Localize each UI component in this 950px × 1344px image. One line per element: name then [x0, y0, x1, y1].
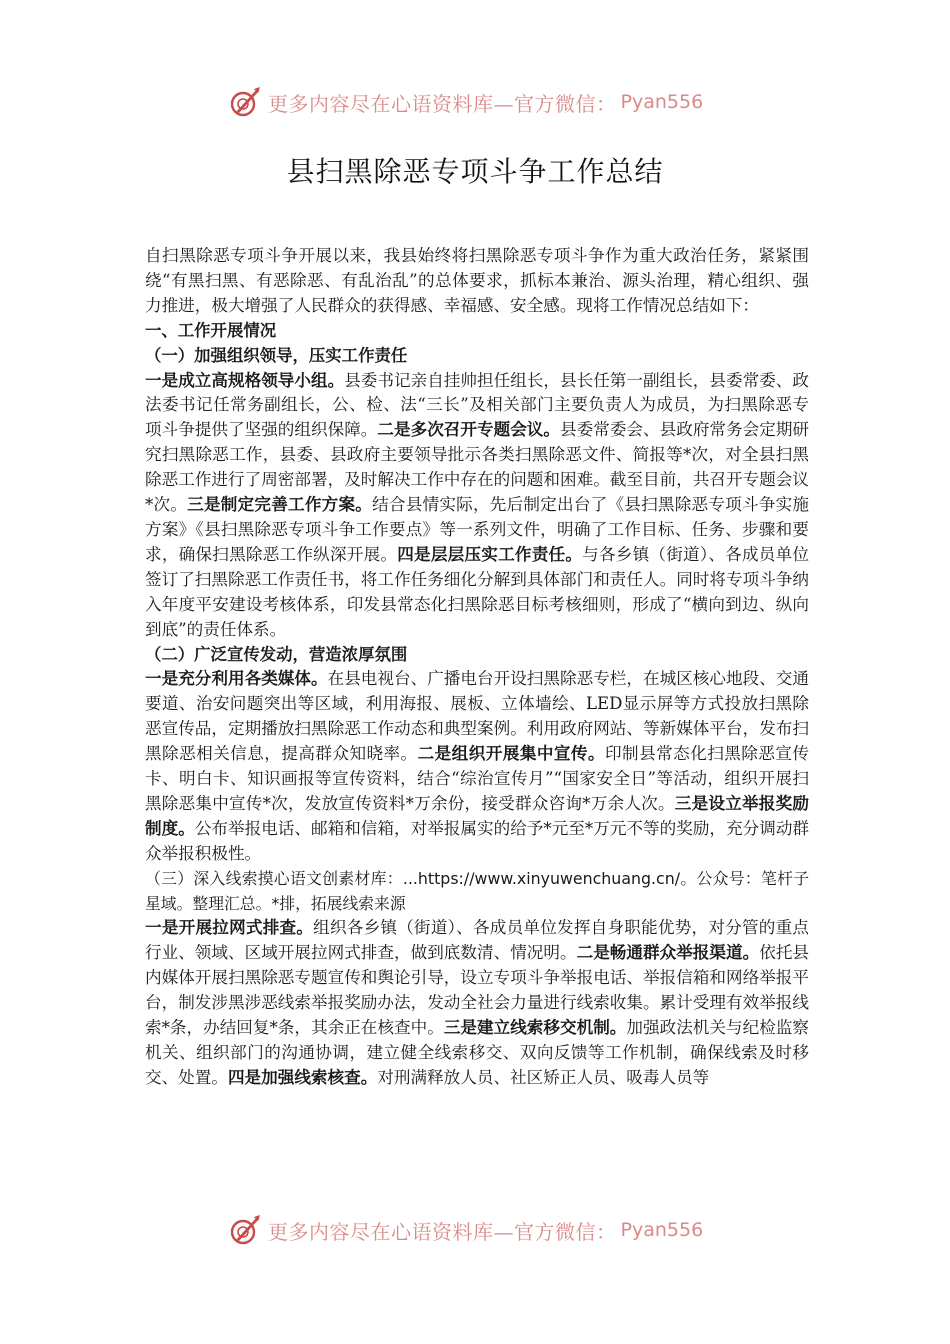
point-text: 县委书记亲自挂帅担任组长，县长任第一副组长，县委常委、政法委书记任常务副组长，公、检、法“三长”及相关部门主要负责人为成员，为扫黑除恶专项斗争提供了坚强的组织保障。 — [145, 370, 809, 440]
subsection-1-paragraph — [145, 369, 809, 643]
point-text: 与各乡镇（街道）、各成员单位签订了扫黑除恶工作责任书，将工作任务细化分解到具体部门和责任人。同时将专项斗争纳入年度平安建设考核体系，印发县常态化扫黑除恶目标考核细则，形成了“横向到边、纵向到底”的责任体系。 — [145, 544, 810, 639]
banner-text: 更多内容尽在心语资料库—官方微信： — [268, 91, 617, 116]
section-heading: 一、工作开展情况 — [145, 320, 277, 340]
intro-paragraph: 自扫黑除恶专项斗争开展以来，我县始终将扫黑除恶专项斗争作为重大政治任务，紧紧围绕“有黑扫黑、有恶除恶、有乱治乱”的总体要求，抓标本兼治、源头治理，精心组织、强力推进，极大增强了人民群众的获得感、幸福感、安全感。现将工作情况总结如下： — [145, 246, 809, 315]
footer-banner — [228, 1210, 748, 1250]
point-text: 依托县内媒体开展扫黑除恶专题宣传和舆论引导，设立专项斗争举报电话、举报信箱和网络举报平台，制发涉黑涉恶线索举报奖励办法，发动全社会力量进行线索收集。累计受理有效举报线索*条，办结回复*条，其余正在核查中。 — [145, 943, 810, 1038]
point-lead: 二是畅通群众举报渠道。 — [576, 943, 760, 963]
point-text: 加强政法机关与纪检监察机关、组织部门的沟通协调，建立健全线索移交、双向反馈等工作机制，确保线索及时移交、处置。 — [145, 1018, 810, 1087]
point-lead: 一是充分利用各类媒体。 — [145, 669, 328, 689]
subsection-heading-1: （一）加强组织领导，压实工作责任 — [145, 345, 408, 365]
point-lead: 四是加强线索核查。 — [227, 1067, 378, 1087]
page-title: 县扫黑除恶专项斗争工作总结 — [286, 155, 664, 188]
point-lead: 四是层层压实工作责任。 — [397, 544, 583, 564]
subsection-2-paragraph — [145, 667, 809, 866]
point-text: 印制县常态化扫黑除恶宣传卡、明白卡、知识画报等宣传资料，结合“综治宣传月”“国家安全日”等活动，组织开展扫黑除恶集中宣传*次，发放宣传资料*万余份，接受群众咨询*万余人次。 — [145, 744, 810, 813]
point-lead: 三是设立举报奖励制度。 — [145, 793, 810, 838]
banner-wechat-id: Pyan556 — [620, 1219, 704, 1241]
point-text: 组织各乡镇（街道）、各成员单位发挥自身职能优势，对分管的重点行业、领域、区域开展拉网式排查，做到底数清、情况明。 — [145, 918, 810, 963]
subsection-heading-3: （三）深入线索摸心语文创素材库：...https://www.xinyuwenchuang.cn/。公众号：笔杆子星域。整理汇总。*排，拓展线索来源 — [145, 868, 809, 913]
header-banner — [228, 82, 748, 122]
point-text: 在县电视台、广播电台开设扫黑除恶专栏，在城区核心地段、交通要道、治安问题突出等区域，利用海报、展板、立体墙绘、LED显示屏等方式投放扫黑除恶宣传品，定期播放扫黑除恶工作动态和典型案例。利用政府网站、等新媒体平台，发布扫黑除恶相关信息，提高群众知晓率。 — [145, 669, 810, 764]
point-text: 公布举报电话、邮箱和信箱，对举报属实的给予*元至*万元不等的奖励，充分调动群众举报积极性。 — [145, 818, 810, 863]
point-lead: 三是制定完善工作方案。 — [187, 495, 373, 515]
subsection-heading-2: （二）广泛宣传发动，营造浓厚氛围 — [145, 644, 408, 664]
point-text: 结合县情实际，先后制定出台了《县扫黑除恶专项斗争实施方案》《县扫黑除恶专项斗争工作要点》等一系列文件，明确了工作目标、任务、步骤和要求，确保扫黑除恶工作纵深开展。 — [145, 495, 810, 564]
pen-logo-icon — [228, 1213, 262, 1247]
banner-wechat-id: Pyan556 — [620, 91, 704, 113]
point-lead: 三是建立线索移交机制。 — [443, 1018, 627, 1038]
pen-logo-icon — [228, 85, 262, 119]
banner-text: 更多内容尽在心语资料库—官方微信： — [268, 1219, 617, 1244]
point-text: 对刑满释放人员、社区矫正人员、吸毒人员等 — [377, 1067, 710, 1087]
document-body — [145, 244, 809, 1091]
point-lead: 一是成立高规格领导小组。 — [145, 370, 345, 390]
point-lead: 二是多次召开专题会议。 — [377, 420, 561, 440]
point-lead: 二是组织开展集中宣传。 — [417, 744, 606, 764]
subsection-3-paragraph — [145, 916, 809, 1090]
point-text: 县委常委会、县政府常务会定期研究扫黑除恶工作，县委、县政府主要领导批示各类扫黑除恶文件、简报等*次，对全县扫黑除恶工作进行了周密部署，及时解决工作中存在的问题和困难。截至目前，共召开专题会议*次。 — [145, 420, 810, 515]
point-lead: 一是开展拉网式排查。 — [145, 918, 314, 938]
